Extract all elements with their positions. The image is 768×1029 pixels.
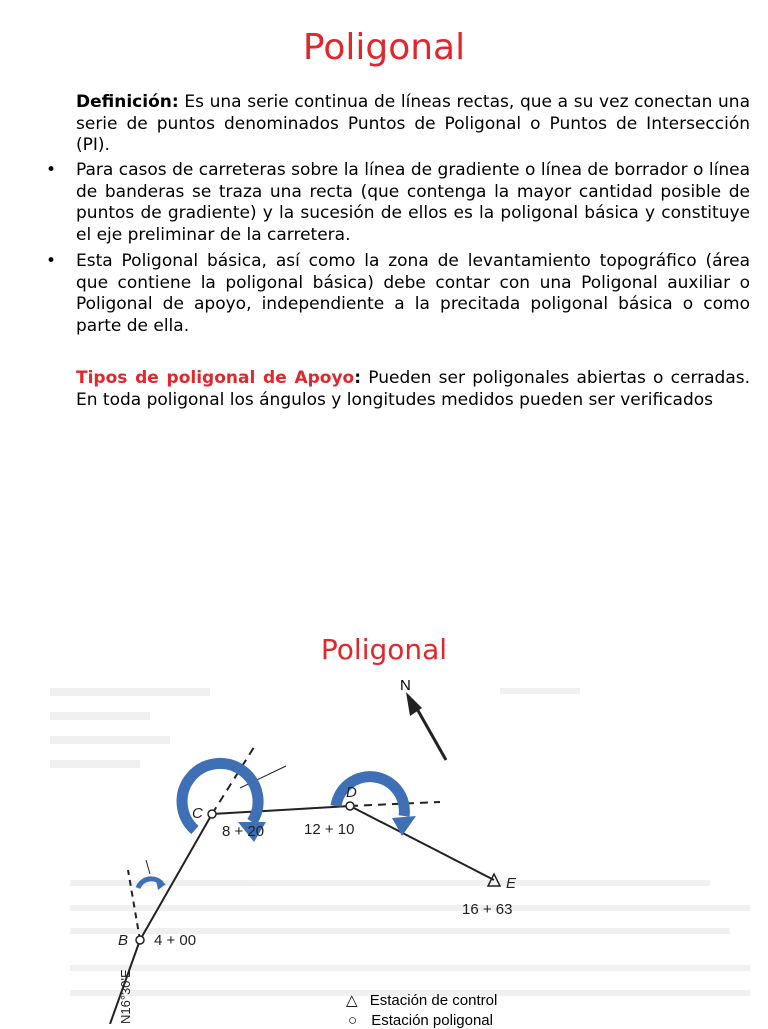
bearing-label: N16°30'E — [118, 969, 133, 1024]
station-label-e: 16 + 63 — [462, 901, 513, 918]
point-label-c: C — [192, 805, 203, 822]
station-c-icon — [208, 810, 216, 818]
types-paragraph — [76, 368, 750, 411]
definition-paragraph — [76, 92, 750, 157]
station-label-b: 4 + 00 — [154, 932, 197, 949]
legend-item — [346, 991, 497, 1009]
legend-item — [348, 1012, 493, 1029]
polygon-station-icon: ○ — [348, 1012, 358, 1029]
control-station-icon: △ — [346, 992, 358, 1009]
point-label-d: D — [346, 784, 357, 801]
angle-tick-b — [146, 860, 150, 874]
types-label: Tipos de poligonal de Apoyo — [76, 368, 355, 388]
bullet-marker: • — [46, 251, 57, 271]
station-label-c: 8 + 20 — [222, 823, 265, 840]
point-label-b: B — [118, 932, 129, 949]
bullet-marker: • — [46, 160, 57, 180]
bullet-item: Esta Poligonal básica, así como la zona de levantamiento topográfico (área que contiene la poligonal básica) debe contar con una Poligonal auxiliar o Poligonal de apoyo, independiente a la precitada poligonal básica o como parte de ella. — [76, 251, 750, 336]
traverse-diagram — [0, 660, 768, 1024]
types-text: Pueden ser poligonales abiertas o cerradas. En toda poligonal los ángulos y longitudes medidos pueden ser verificados — [76, 368, 751, 410]
point-label-e: E — [506, 875, 517, 892]
slide-title: Poligonal — [302, 27, 466, 68]
north-label: N — [400, 677, 411, 694]
definition-label: Definición: — [76, 92, 179, 112]
types-colon: : — [354, 368, 362, 388]
extension-line-d — [350, 802, 440, 806]
legend-label: Estación de control — [369, 992, 498, 1009]
station-b-icon — [136, 936, 144, 944]
bullet-item: Para casos de carreteras sobre la línea de gradiente o línea de borrador o línea de banderas se traza una recta (que contenga la mayor cantidad posible de puntos de gradiente) y la sucesión de ellos es la poligonal básica y constituye el eje preliminar de la carretera. — [76, 160, 750, 245]
traverse-line-cd — [212, 806, 350, 814]
traverse-line-de — [350, 806, 494, 880]
diagram-title: Poligonal — [320, 633, 448, 666]
angle-arrowhead-d-icon — [392, 816, 416, 836]
legend-label: Estación poligonal — [371, 1012, 493, 1029]
station-label-d: 12 + 10 — [304, 821, 355, 838]
station-d-icon — [346, 802, 354, 810]
definition-text: Es una serie continua de líneas rectas, que a su vez conectan una serie de puntos denominados Puntos de Poligonal o Puntos de Intersección (PI). — [76, 92, 750, 155]
